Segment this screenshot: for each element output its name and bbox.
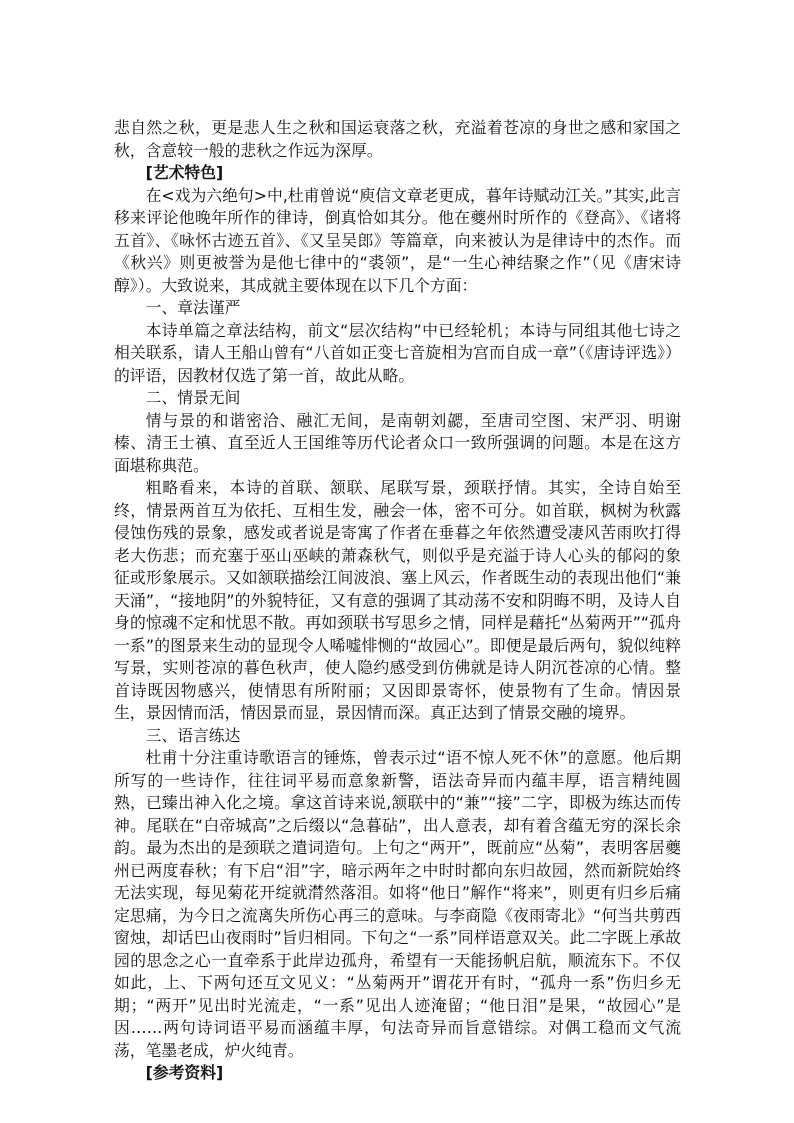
paragraph-continuation: 悲自然之秋，更是悲人生之秋和国运衰落之秋，充溢着苍凉的身世之感和家国之秋，含意较一般的悲秋之作远为深厚。 [114,118,681,160]
subheading-scene-emotion: 二、情景无间 [145,388,241,407]
paragraph-intro: 在<戏为六绝句>中,杜甫曾说“庾信文章老更成，暮年诗赋动江关。”其实,此言移来评论他晚年所作的律诗，倒真恰如其分。他在夔州时所作的《登高》、《诸将五首》、《咏怀古迹五首》、《又呈吴郎》等篇章，向来被认为是律诗中的杰作。而《秋兴》则更被誉为是他七律中的“裘领”，是“一生心神结聚之作”（见《唐宋诗醇》）。大致说来，其成就主要体现在以下几个方面： [114,185,681,295]
section-heading-artistic-features: [艺术特色] [145,163,224,182]
paragraph-structure: 本诗单篇之章法结构，前文“层次结构”中已经轮机；本诗与同组其他七诗之相关联系，请人王船山曾有“八首如正变七音旋相为宫而自成一章”（《唐诗评选》）的评语，因教材仅选了第一首，故此从略。 [114,320,681,385]
paragraph-language: 杜甫十分注重诗歌语言的锤炼，曾表示过“语不惊人死不休”的意愿。他后期所写的一些诗作，往往词平易而意象新警，语法奇异而内蕴丰厚，语言精纯圆熟，已臻出神入化之境。拿这首诗来说,颔联中的“兼”“接”二字，即极为练达而传神。尾联在“白帝城高”之后缀以“急暮砧”，出人意表，却有着含蕴无穷的深长余韵。最为杰出的是颈联之遣词造句。上句之“两开”，既前应“丛菊”，表明客居夔州已两度春秋；有下启“泪”字，暗示两年之中时时都向东归故园，然而新院始终无法实现，每见菊花开绽就潸然落泪。如将“他日”解作“将来”，则更有归乡后痛定思痛，为今日之流离失所伤心再三的意味。与李商隐《夜雨寄北》“何当共剪西窗烛，却话巴山夜雨时”旨归相同。下句之“一系”同样语意双关。此二字既上承故园的思念之心一直牵系于此岸边孤舟，希望有一天能扬帆启航，顺流东下。不仅如此，上、下两句还互文见义：“丛菊两开”谓花开有时，“孤舟一系”伤归乡无期；“两开”见出时光流走，“一系”见出人迹淹留；“他日泪”是果，“故园心”是因……两句诗词语平易而涵蕴丰厚，句法奇异而旨意错综。对偶工稳而文气流荡，笔墨老成，炉火纯青。 [114,748,681,1060]
paragraph-scene-emotion: 情与景的和谐密洽、融汇无间，是南朝刘勰，至唐司空图、宋严羽、明谢榛、清王士禛、直至近人王国维等历代论者众口一致所强调的问题。本是在这方面堪称典范。 [114,410,681,475]
subheading-structure: 一、章法谨严 [145,298,241,317]
document-page [114,117,681,1085]
subheading-language: 三、语言练达 [145,725,241,745]
paragraph-scene-analysis: 粗略看来，本诗的首联、颔联、尾联写景，颈联抒情。其实，全诗自始至终，情景两首互为依托、互相生发，融会一体，密不可分。如首联，枫树为秋露侵蚀伤残的景象，感发或者说是寄寓了作者在垂暮之年依然遭受凄风苦雨吹打得老大伤悲；而充塞于巫山巫峡的萧森秋气，则似乎是充溢于诗人心头的郁闷的象征或形象展示。又如颔联描绘江间波浪、塞上风云，作者既生动的表现出他们“兼天涌”，“接地阴”的外貌特征，又有意的强调了其动荡不安和阴晦不明，及诗人自身的惊魂不定和忧思不散。再如颈联书写思乡之情，同样是藉托“丛菊两开”“孤舟一系”的图景来生动的显现令人唏嘘悱恻的“故园心”。即便是最后两句，貌似纯粹写景，实则苍凉的暮色秋声，使人隐约感受到仿佛就是诗人阴沉苍凉的心情。整首诗既因物感兴，使情思有所附丽；又因即景寄怀，使景物有了生命。情因景生，景因情而活，情因景而显，景因情而深。真正达到了情景交融的境界。 [114,478,681,722]
section-heading-references: [参考资料] [145,1063,224,1082]
